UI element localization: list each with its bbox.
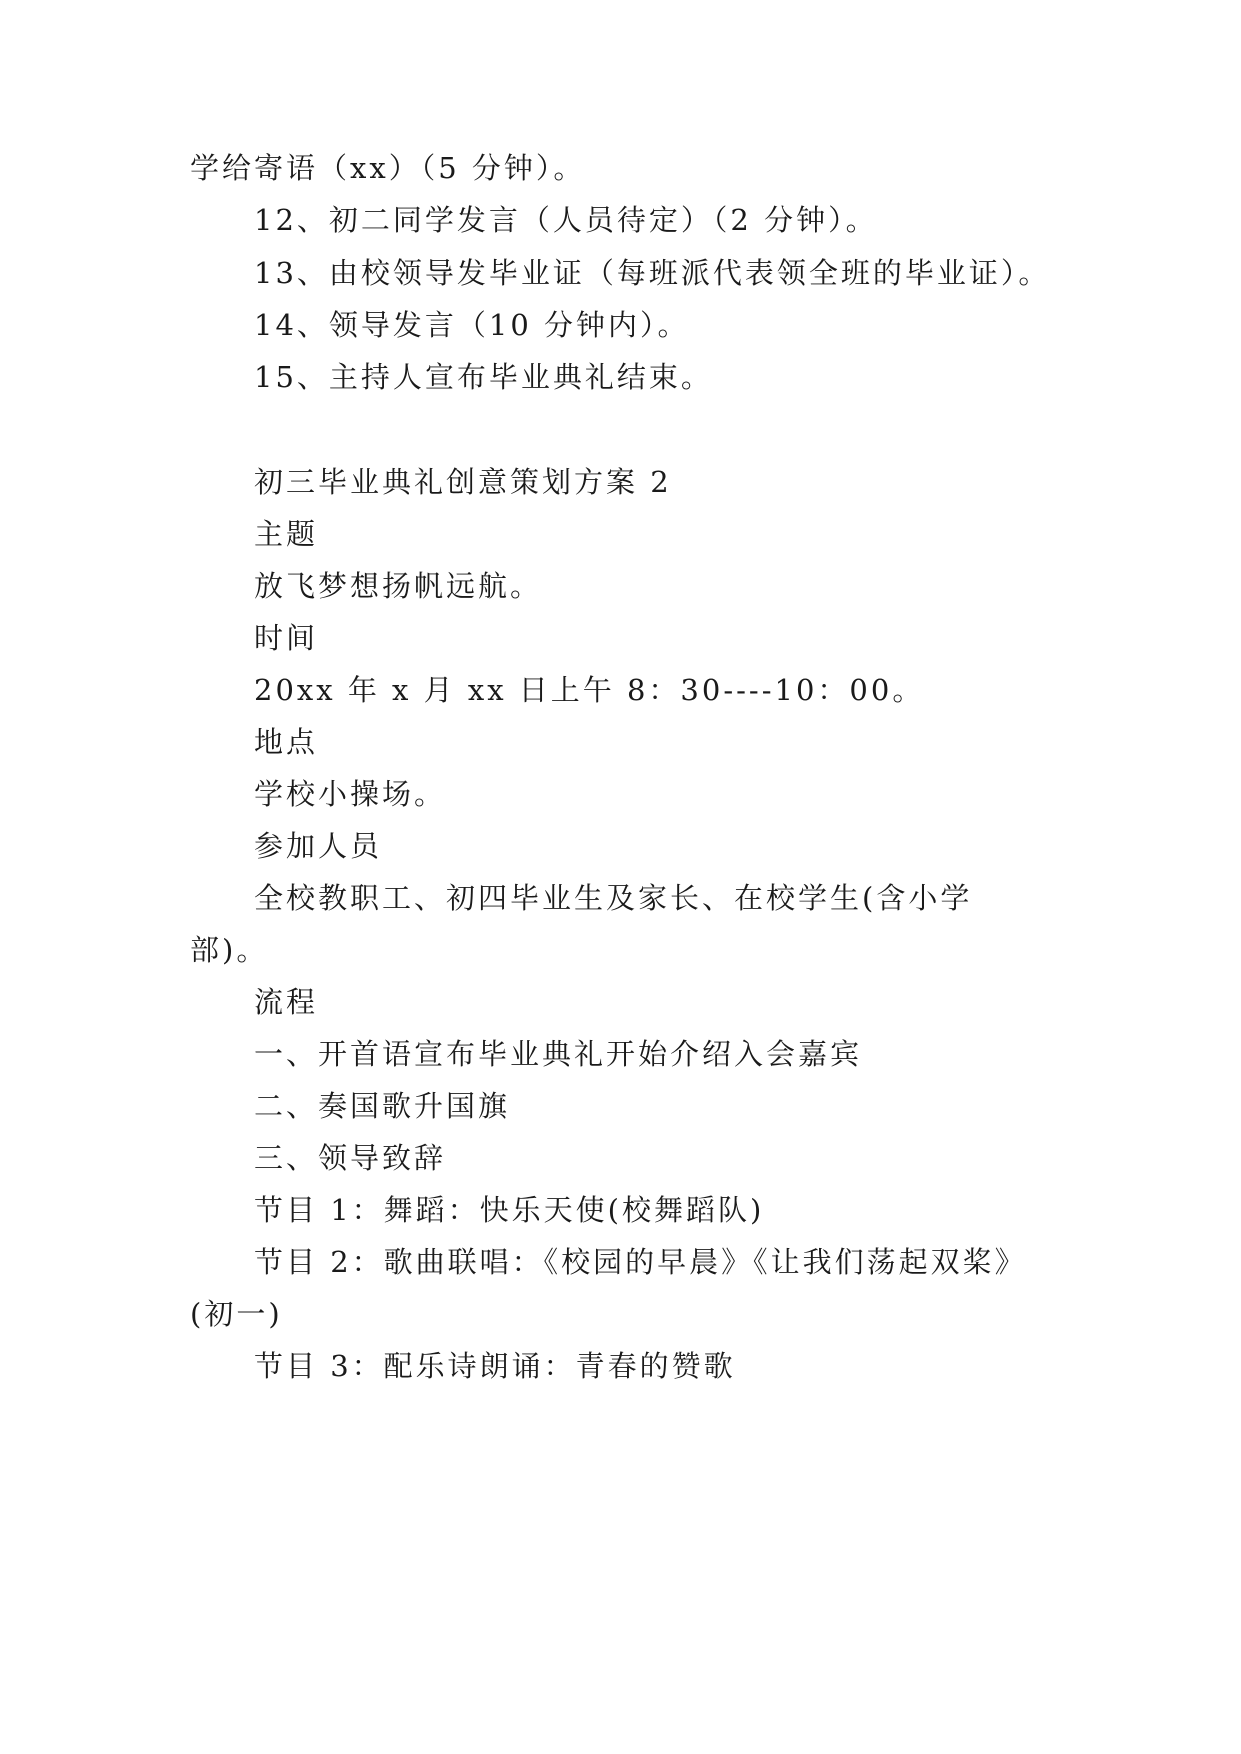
text-line-item-12: 12、初二同学发言（人员待定）（2 分钟）。 [254, 203, 878, 237]
text-time: 20xx 年 x 月 xx 日上午 8：30----10：00。 [254, 673, 925, 707]
text-participants-cont: 部)。 [190, 933, 269, 967]
heading-theme: 主题 [254, 517, 319, 551]
heading-time: 时间 [254, 621, 319, 655]
text-line-item-13: 13、由校领导发毕业证（每班派代表领全班的毕业证）。 [254, 256, 1051, 290]
text-line-item-15: 15、主持人宣布毕业典礼结束。 [254, 360, 713, 394]
text-location: 学校小操场。 [254, 777, 447, 811]
section-title: 初三毕业典礼创意策划方案 2 [254, 465, 672, 499]
text-process-step-2: 二、奏国歌升国旗 [254, 1089, 511, 1123]
heading-participants: 参加人员 [254, 829, 383, 863]
text-program-1: 节目 1：舞蹈：快乐天使(校舞蹈队) [254, 1193, 765, 1227]
text-participants: 全校教职工、初四毕业生及家长、在校学生(含小学 [254, 881, 973, 915]
text-program-3: 节目 3：配乐诗朗诵：青春的赞歌 [254, 1349, 736, 1383]
text-process-step-1: 一、开首语宣布毕业典礼开始介绍入会嘉宾 [254, 1037, 863, 1071]
heading-location: 地点 [254, 725, 319, 759]
heading-process: 流程 [254, 985, 319, 1019]
text-theme: 放飞梦想扬帆远航。 [254, 569, 543, 603]
text-line-item-14: 14、领导发言（10 分钟内）。 [254, 308, 690, 342]
text-program-2-cont: (初一) [190, 1297, 283, 1331]
text-program-2: 节目 2：歌曲联唱：《校园的早晨》《让我们荡起双桨》 [254, 1245, 1027, 1279]
text-line-continuation-farewell: 学给寄语（xx）（5 分钟）。 [190, 151, 586, 185]
text-process-step-3: 三、领导致辞 [254, 1141, 447, 1175]
